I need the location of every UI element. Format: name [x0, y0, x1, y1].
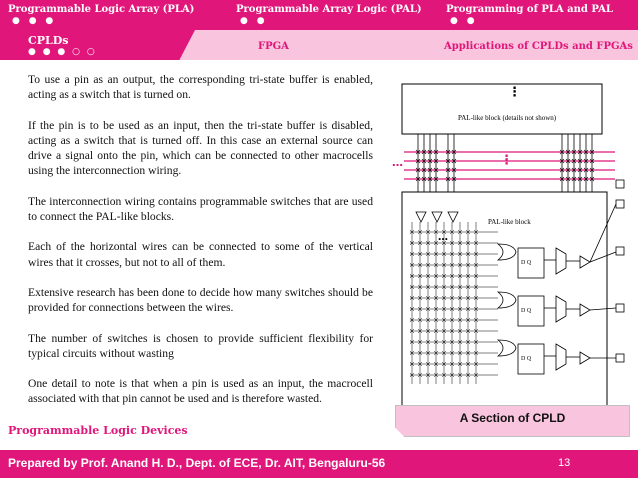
- paragraph-wasted-macrocell: One detail to note is that when a pin is used as an input, the macrocell associated with that pin cannot be used and is therefore wasted.: [28, 377, 373, 406]
- nav-section-pla-dots[interactable]: ● ● ●: [12, 16, 57, 26]
- input-buffers: [416, 212, 458, 222]
- nav-section-pal-dots[interactable]: ● ●: [240, 16, 268, 26]
- svg-text:…: …: [392, 156, 403, 169]
- bottom-block-label: PAL-like block: [488, 218, 531, 226]
- svg-text:⋮: ⋮: [508, 85, 521, 100]
- topic-title: Programmable Logic Devices: [8, 424, 188, 437]
- top-block-label: PAL-like block (details not shown): [458, 114, 557, 122]
- macrocell-wires: [544, 204, 616, 358]
- diagram-caption: A Section of CPLD: [459, 411, 566, 425]
- paragraph-input-pin: If the pin is to be used as an input, then the tri-state buffer is disabled, acting as a switch that is turned off. In this case an external source can drive a signal onto the pin, which can be connected to other macrocells using the interconnection wiring.: [28, 118, 373, 178]
- svg-text:⋮: ⋮: [500, 153, 513, 168]
- nav-section-cplds[interactable]: CPLDs: [28, 34, 69, 47]
- svg-text:D Q: D Q: [521, 260, 532, 266]
- paragraph-horizontal-wires: Each of the horizontal wires can be connected to some of the vertical wires that it crosses, but not to all of them.: [28, 240, 373, 269]
- and-array: [410, 222, 498, 384]
- io-pins: [616, 180, 624, 362]
- slide-body-text: [28, 72, 373, 422]
- svg-text:D Q: D Q: [521, 308, 532, 314]
- svg-text:D Q: D Q: [521, 356, 532, 362]
- footer-credit: Prepared by Prof. Anand H. D., Dept. of ECE, Dr. AIT, Bengaluru-56: [8, 456, 386, 470]
- nav-section-fpga[interactable]: FPGA: [258, 41, 289, 52]
- top-pal-block: [402, 84, 602, 134]
- cpld-section-diagram: [390, 72, 635, 412]
- nav-section-applications[interactable]: Applications of CPLDs and FPGAs: [444, 41, 633, 52]
- nav-section-programming[interactable]: Programming of PLA and PAL: [446, 4, 613, 15]
- paragraph-interconnection: The interconnection wiring contains programmable switches that are used to connect the PAL-like blocks.: [28, 194, 373, 224]
- svg-text:…: …: [438, 232, 448, 243]
- nav-section-pal[interactable]: Programmable Array Logic (PAL): [236, 4, 422, 15]
- nav-section-cplds-dots[interactable]: ● ● ● ○ ○: [28, 47, 97, 57]
- paragraph-research: Extensive research has been done to decide how many switches should be provided for connections between the wires.: [28, 285, 373, 315]
- paragraph-output-pin: To use a pin as an output, the corresponding tri-state buffer is enabled, acting as a switch that is turned on.: [28, 73, 373, 102]
- nav-section-programming-dots[interactable]: ● ●: [450, 16, 478, 26]
- paragraph-switch-count: The number of switches is chosen to provide sufficient flexibility for typical circuits without wasting: [28, 331, 373, 360]
- page-number: 13: [558, 457, 571, 469]
- nav-section-pla[interactable]: Programmable Logic Array (PLA): [8, 4, 195, 15]
